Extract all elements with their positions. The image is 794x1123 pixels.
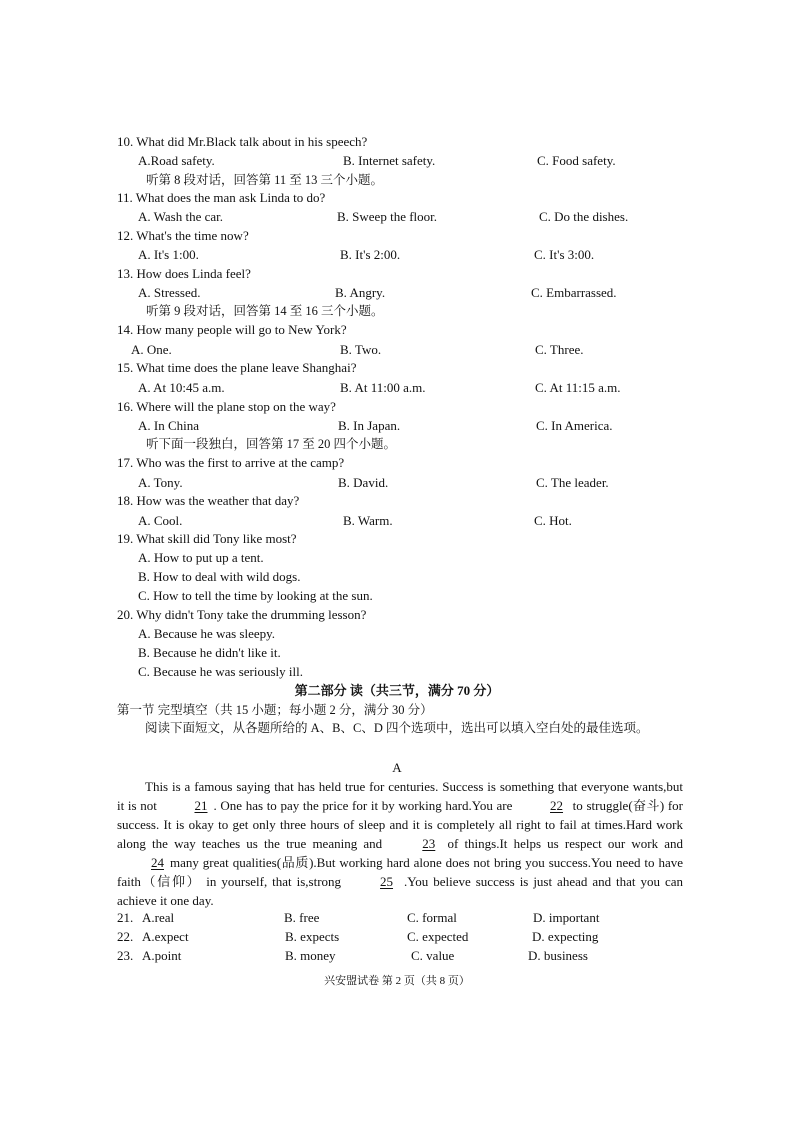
passage-label: A: [392, 760, 402, 775]
q21-option-b: B. free: [284, 910, 320, 925]
section-1-heading: 第一节 完型填空（共 15 小题；每小题 2 分，满分 30 分）: [117, 703, 433, 717]
listening-note-9: 听第 9 段对话，回答第 14 至 16 三个小题。: [146, 304, 384, 318]
q14-option-c: C. Three.: [535, 342, 584, 357]
q22-option-b: B. expects: [285, 929, 340, 944]
blank-24: 24: [151, 855, 164, 870]
passage-text: many great qualities(品质).But working hard alone does not bring you success.You need to have faith（信仰） in yourself, that is,strong: [117, 855, 683, 889]
question-15: 15. What time does the plane leave Shanghai?: [117, 360, 357, 375]
q11-option-a: A. Wash the car.: [138, 209, 223, 224]
q11-option-b: B. Sweep the floor.: [337, 209, 438, 224]
blank-23: 23: [422, 836, 436, 851]
q20-option-c: C. Because he was seriously ill.: [138, 664, 303, 679]
question-10: 10. What did Mr.Black talk about in his speech?: [117, 134, 368, 149]
q21-option-c: C. formal: [407, 910, 457, 925]
question-20: 20. Why didn't Tony take the drumming lesson?: [117, 607, 367, 622]
q19-option-c: C. How to tell the time by looking at the sun.: [138, 588, 373, 603]
q12-option-c: C. It's 3:00.: [534, 247, 595, 262]
cloze-passage: [117, 777, 683, 910]
q11-option-c: C. Do the dishes.: [539, 209, 629, 224]
q13-option-a: A. Stressed.: [138, 285, 201, 300]
q17-option-c: C. The leader.: [536, 475, 609, 490]
question-16: 16. Where will the plane stop on the way?: [117, 399, 336, 414]
q18-option-b: B. Warm.: [343, 513, 393, 528]
listening-note-10: 听下面一段独白，回答第 17 至 20 四个小题。: [146, 437, 397, 451]
q15-option-c: C. At 11:15 a.m.: [535, 380, 621, 395]
q23-option-b: B. money: [285, 948, 336, 963]
question-11: 11. What does the man ask Linda to do?: [117, 190, 326, 205]
blank-25: 25: [380, 874, 394, 889]
q19-option-b: B. How to deal with wild dogs.: [138, 569, 301, 584]
q21-option-d: D. important: [533, 910, 600, 925]
q22-number: 22.: [117, 929, 134, 944]
question-19: 19. What skill did Tony like most?: [117, 531, 297, 546]
passage-text: of things.It helps us respect our work and: [441, 836, 683, 851]
q17-option-b: B. David.: [338, 475, 389, 490]
part-2-title: 第二部分 读（共三节，满分 70 分）: [294, 683, 500, 698]
listening-note-8: 听第 8 段对话，回答第 11 至 13 三个小题。: [146, 173, 384, 187]
q15-option-b: B. At 11:00 a.m.: [340, 380, 426, 395]
q13-option-c: C. Embarrassed.: [531, 285, 617, 300]
q16-option-c: C. In America.: [536, 418, 613, 433]
q23-number: 23.: [117, 948, 134, 963]
q21-option-a: A.real: [142, 910, 175, 925]
blank-21: 21: [194, 798, 208, 813]
q14-option-a: A. One.: [131, 342, 172, 357]
q23-option-a: A.point: [142, 948, 182, 963]
q20-option-b: B. Because he didn't like it.: [138, 645, 281, 660]
q15-option-a: A. At 10:45 a.m.: [138, 380, 225, 395]
q16-option-b: B. In Japan.: [338, 418, 401, 433]
q16-option-a: A. In China: [138, 418, 200, 433]
q10-option-c: C. Food safety.: [537, 153, 616, 168]
q22-option-c: C. expected: [407, 929, 469, 944]
q21-number: 21.: [117, 910, 134, 925]
question-13: 13. How does Linda feel?: [117, 266, 251, 281]
q13-option-b: B. Angry.: [335, 285, 386, 300]
q18-option-a: A. Cool.: [138, 513, 183, 528]
q22-option-d: D. expecting: [532, 929, 599, 944]
question-17: 17. Who was the first to arrive at the camp?: [117, 455, 345, 470]
question-14: 14. How many people will go to New York?: [117, 322, 347, 337]
q10-option-b: B. Internet safety.: [343, 153, 436, 168]
cloze-instruction: 阅读下面短文，从各题所给的 A、B、C、D 四个选项中，选出可以填入空白处的最佳选项。: [145, 721, 649, 735]
q20-option-a: A. Because he was sleepy.: [138, 626, 276, 641]
blank-22: 22: [550, 798, 564, 813]
q23-option-c: C. value: [411, 948, 455, 963]
q10-option-a: A.Road safety.: [138, 153, 215, 168]
page-footer: 兴安盟试卷 第 2 页（共 8 页）: [324, 975, 470, 987]
q19-option-a: A. How to put up a tent.: [138, 550, 264, 565]
q23-option-d: D. business: [528, 948, 588, 963]
q22-option-a: A.expect: [142, 929, 189, 944]
q18-option-c: C. Hot.: [534, 513, 572, 528]
passage-text: .You believe success is just ahead and that you can achieve it one day.: [117, 874, 683, 908]
q14-option-b: B. Two.: [340, 342, 382, 357]
passage-text: . One has to pay the price for it by working hard.You are: [213, 798, 517, 813]
q12-option-a: A. It's 1:00.: [138, 247, 199, 262]
question-12: 12. What's the time now?: [117, 228, 249, 243]
q12-option-b: B. It's 2:00.: [340, 247, 401, 262]
question-18: 18. How was the weather that day?: [117, 493, 300, 508]
passage-text: This is a famous saying that has held true for centuries. Success is something that everyone wants,but it is not: [117, 779, 683, 813]
q17-option-a: A. Tony.: [138, 475, 183, 490]
passage-text: to struggle(奋斗) for success. It is okay to get only three hours of sleep and it is completely all right to fail at times.Hard work along the way teaches us the true meaning and: [117, 798, 684, 851]
